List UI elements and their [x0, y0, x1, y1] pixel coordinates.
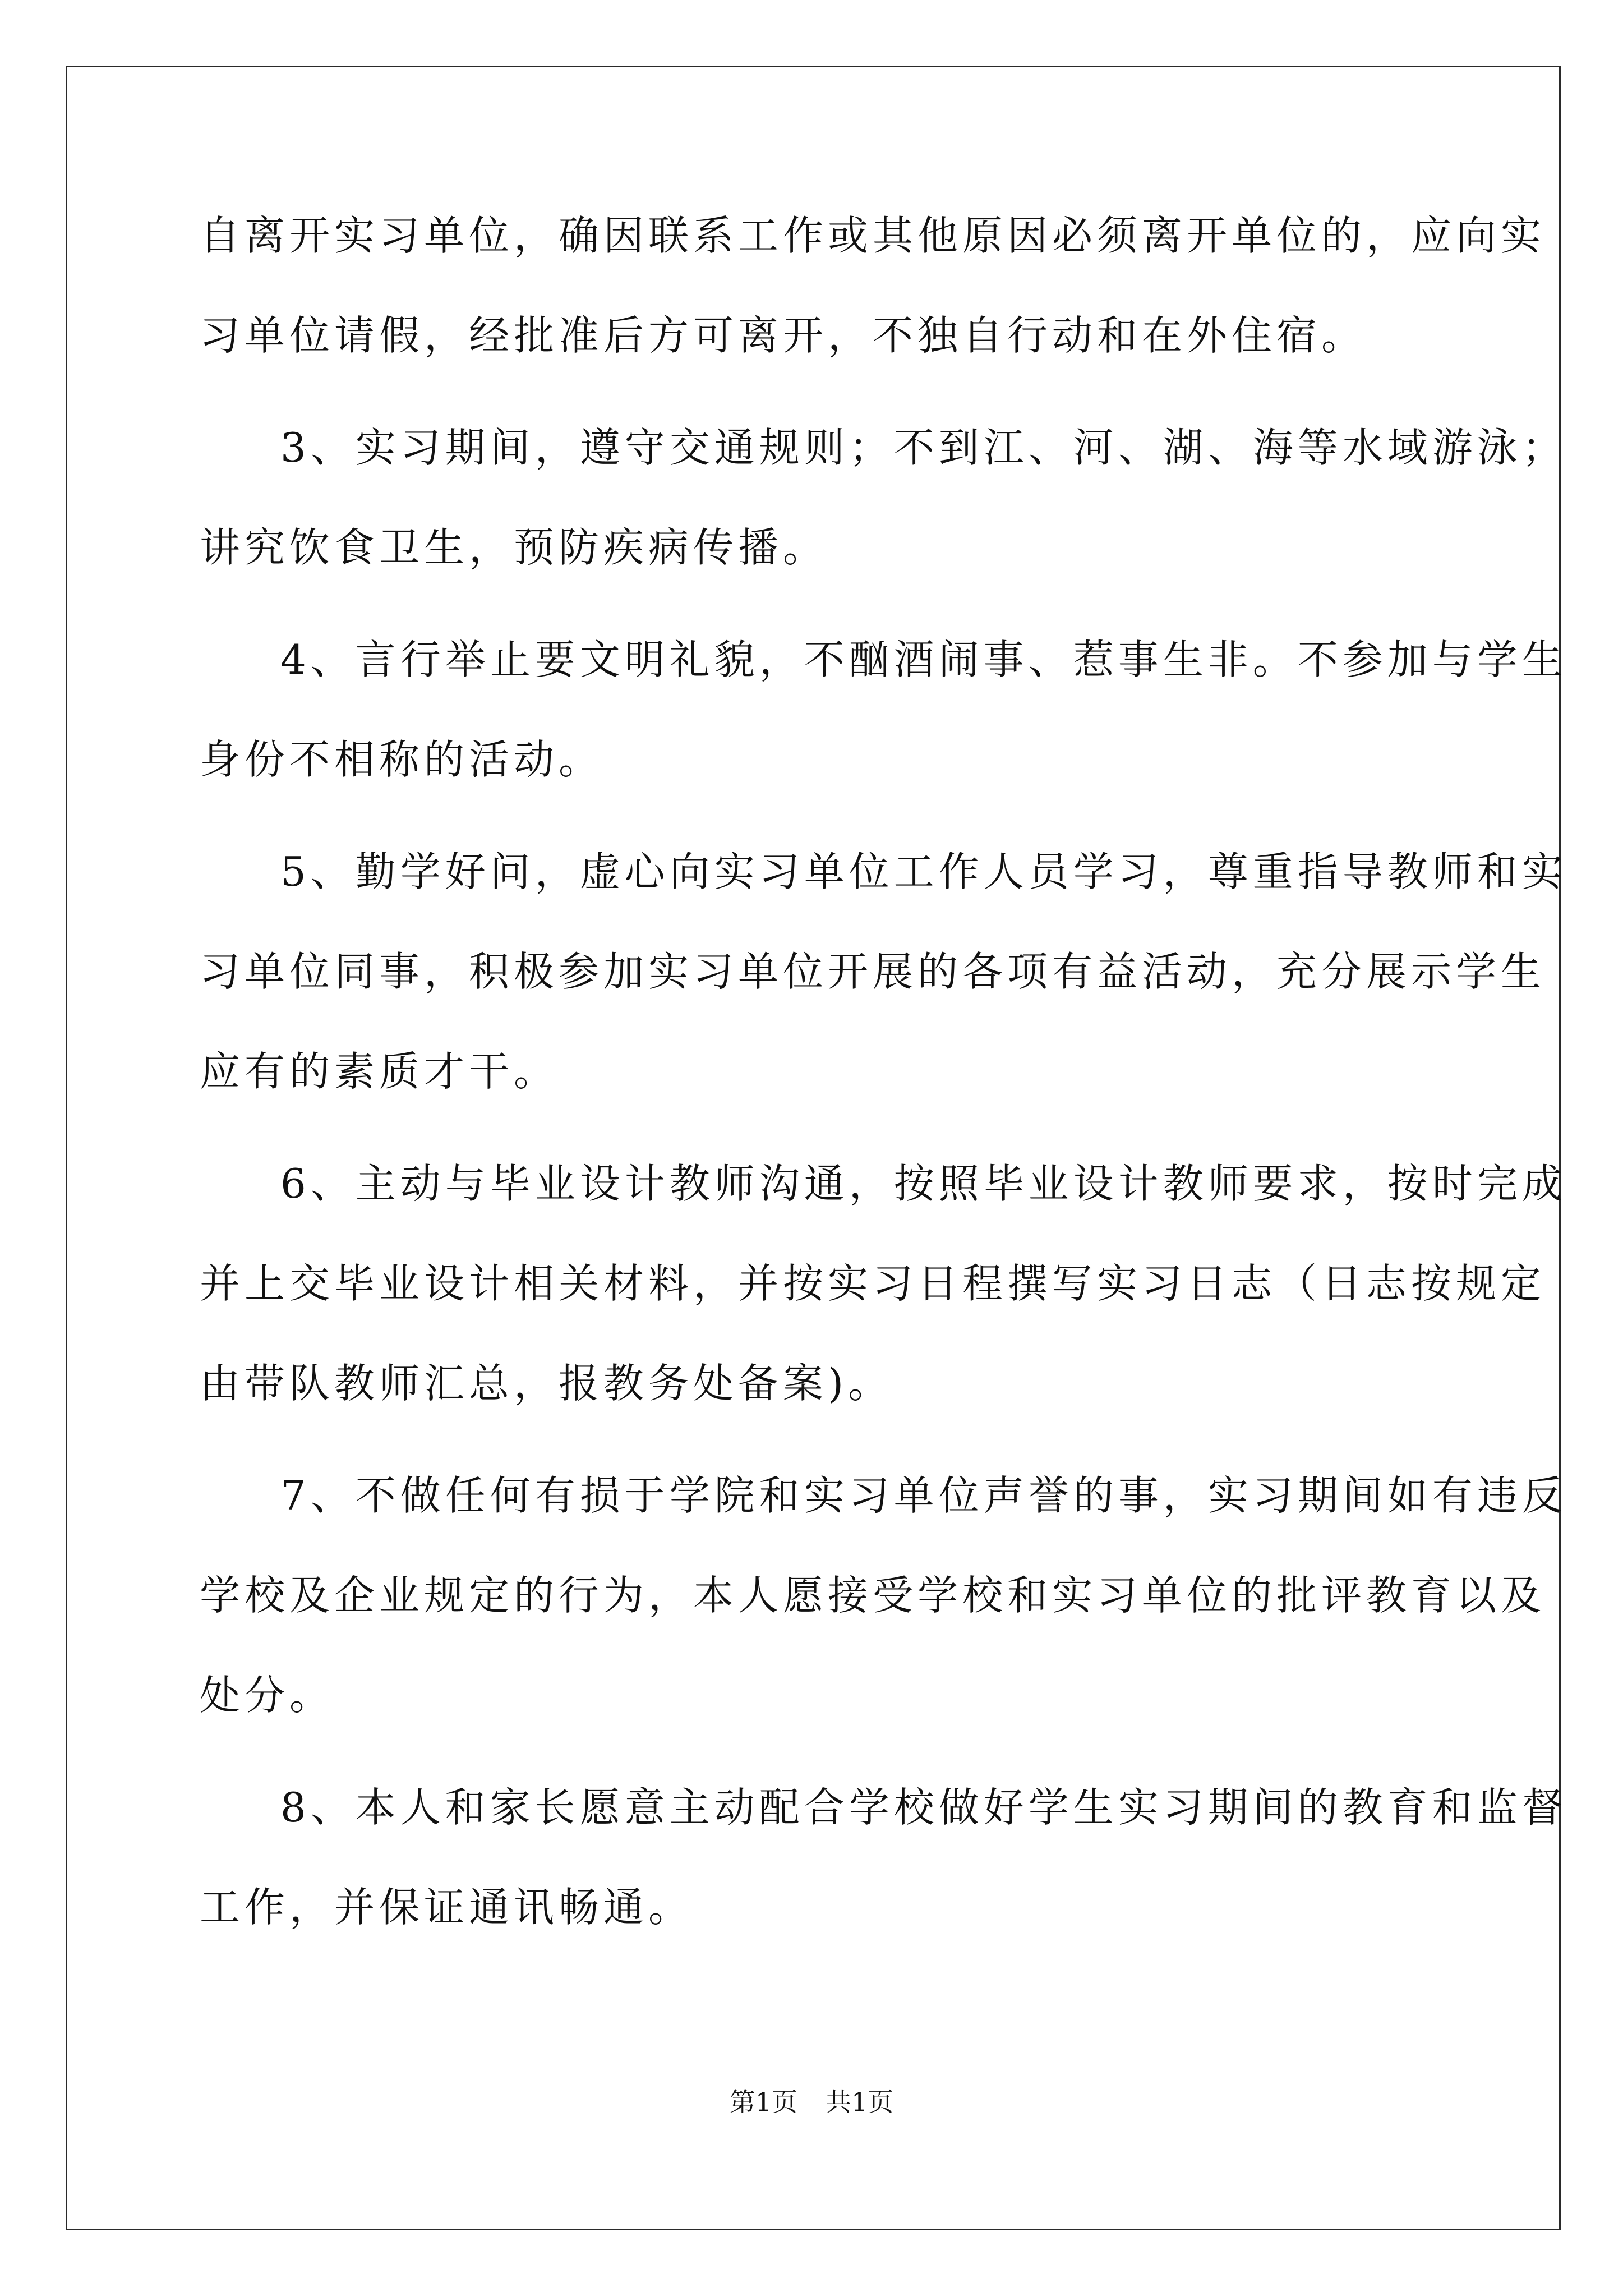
text-line: 工作，并保证通讯畅通。 — [200, 1884, 694, 1931]
text-line: 学校及企业规定的行为，本人愿接受学校和实习单位的批评教育以及 — [200, 1572, 1546, 1619]
text-line: 3、实习期间，遵守交通规则；不到江、河、湖、海等水域游泳； — [280, 424, 1567, 471]
text-line: 并上交毕业设计相关材料，并按实习日程撰写实习日志（日志按规定 — [200, 1260, 1546, 1307]
text-line: 6、主动与毕业设计教师沟通，按照毕业设计教师要求，按时完成 — [280, 1160, 1567, 1207]
text-line: 5、勤学好问，虚心向实习单位工作人员学习，尊重指导教师和实 — [280, 848, 1567, 895]
page-total: 共1页 — [826, 2087, 894, 2117]
text-line: 习单位同事，积极参加实习单位开展的各项有益活动，充分展示学生 — [200, 948, 1546, 995]
text-line: 讲究饮食卫生，预防疾病传播。 — [200, 524, 828, 571]
text-line: 身份不相称的活动。 — [200, 736, 604, 783]
text-line: 自离开实习单位，确因联系工作或其他原因必须离开单位的，应向实 — [200, 212, 1546, 259]
text-line: 7、不做任何有损于学院和实习单位声誉的事，实习期间如有违反 — [280, 1472, 1567, 1519]
text-line: 8、本人和家长愿意主动配合学校做好学生实习期间的教育和监督 — [280, 1784, 1567, 1831]
page-number: 第1页 — [729, 2087, 797, 2117]
text-line: 习单位请假，经批准后方可离开，不独自行动和在外住宿。 — [200, 312, 1367, 359]
text-line: 处分。 — [200, 1672, 335, 1719]
page-footer — [0, 2085, 1623, 2119]
text-line: 由带队教师汇总，报教务处备案)。 — [200, 1360, 893, 1407]
text-line: 4、言行举止要文明礼貌，不酗酒闹事、惹事生非。不参加与学生 — [280, 636, 1567, 683]
text-line: 应有的素质才干。 — [200, 1048, 559, 1095]
